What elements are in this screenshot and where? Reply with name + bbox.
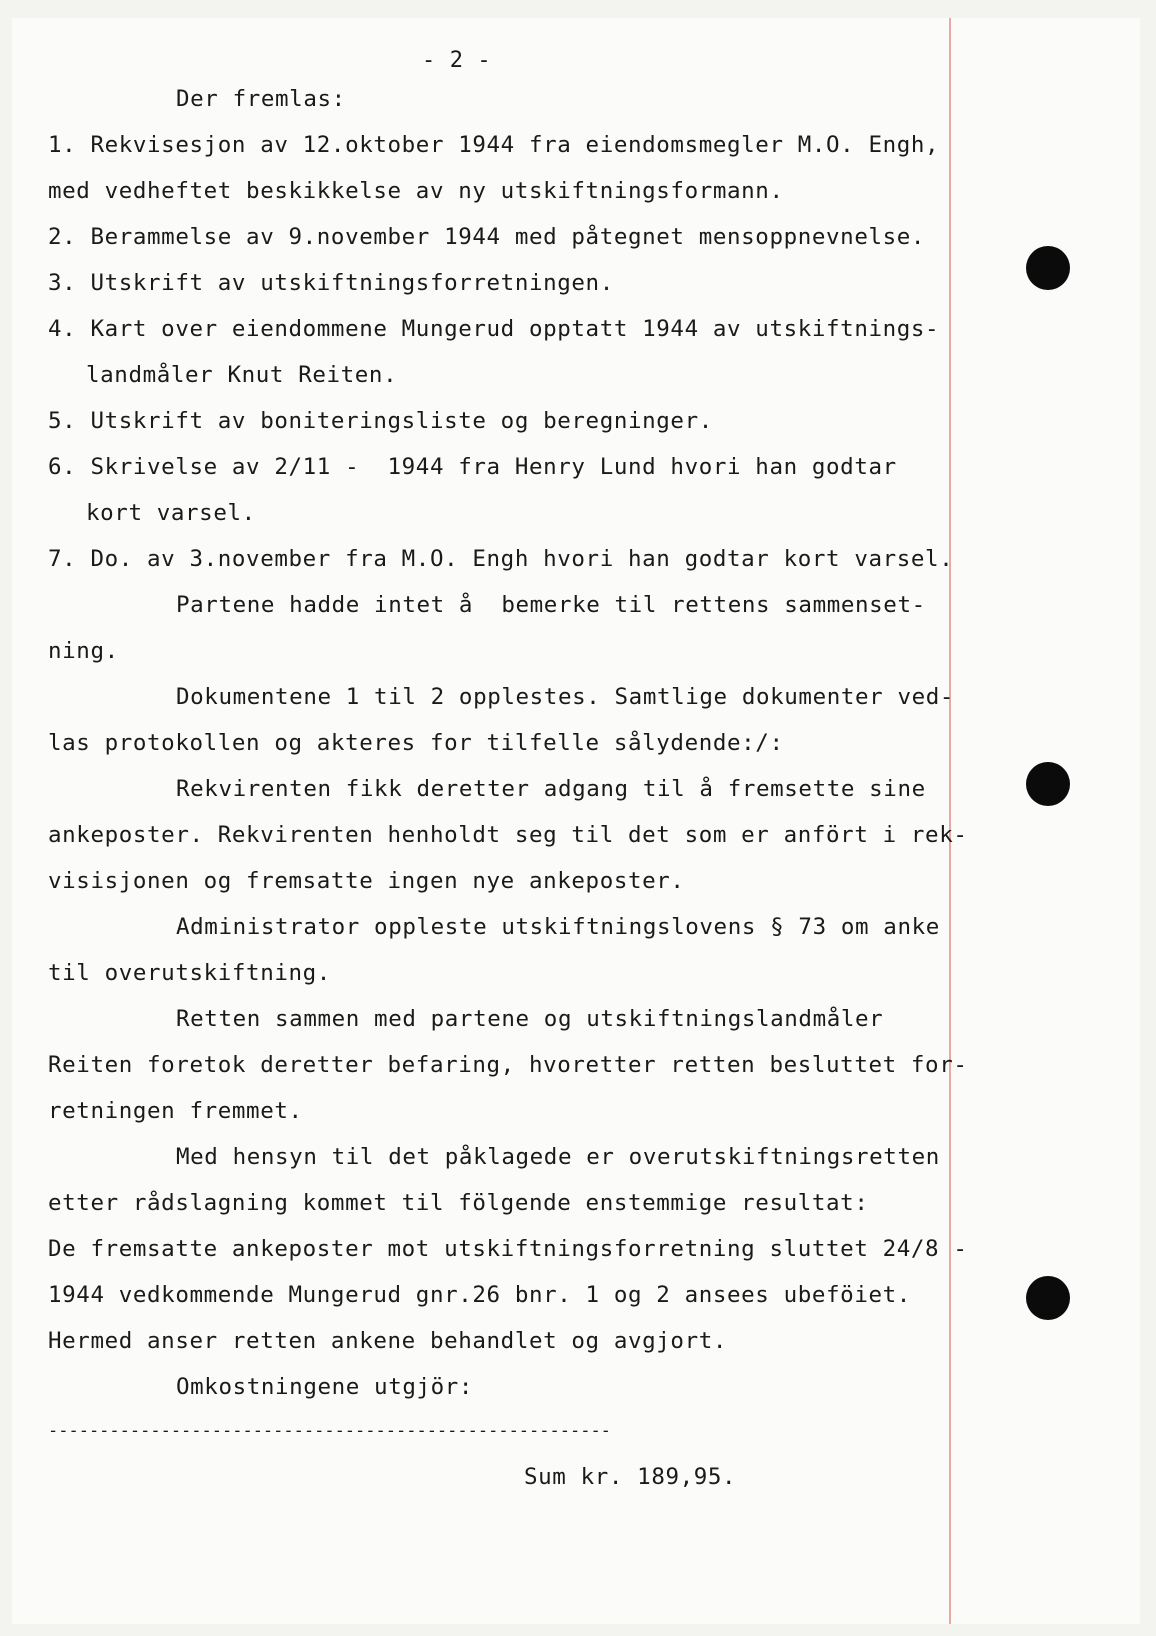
dash-rule: ------------------------------------------------------- — [48, 1421, 611, 1441]
text-line: etter rådslagning kommet til fölgende enstemmige resultat: — [48, 1190, 869, 1216]
text-line: kort varsel. — [86, 500, 256, 526]
text-line: ankeposter. Rekvirenten henholdt seg til det som er anfört i rek- — [48, 822, 968, 848]
text-line: med vedheftet beskikkelse av ny utskiftningsformann. — [48, 178, 784, 204]
text-line: Partene hadde intet å bemerke til rettens sammenset- — [176, 592, 926, 618]
text-line: Retten sammen med partene og utskiftningslandmåler — [176, 1006, 884, 1032]
text-line: Rekvirenten fikk deretter adgang til å fremsette sine — [176, 776, 926, 802]
text-line: las protokollen og akteres for tilfelle sålydende:/: — [48, 730, 784, 756]
text-line: landmåler Knut Reiten. — [86, 362, 398, 388]
punch-hole-middle — [1026, 762, 1070, 806]
text-line: Reiten foretok deretter befaring, hvoretter retten besluttet for- — [48, 1052, 968, 1078]
text-line: De fremsatte ankeposter mot utskiftningsforretning sluttet 24/8 - — [48, 1236, 968, 1262]
page-number: - 2 - — [422, 48, 492, 73]
text-line: 1944 vedkommende Mungerud gnr.26 bnr. 1 og 2 ansees ubeföiet. — [48, 1282, 911, 1308]
sum-total: Sum kr. 189,95. — [524, 1464, 737, 1490]
text-line: visisjonen og fremsatte ingen nye ankeposter. — [48, 868, 685, 894]
text-line: retningen fremmet. — [48, 1098, 303, 1124]
text-line: Dokumentene 1 til 2 opplestes. Samtlige dokumenter ved- — [176, 684, 955, 710]
text-line: 3. Utskrift av utskiftningsforretningen. — [48, 270, 614, 296]
text-line: til overutskiftning. — [48, 960, 331, 986]
text-line: 1. Rekvisesjon av 12.oktober 1944 fra eiendomsmegler M.O. Engh, — [48, 132, 940, 158]
text-line: 4. Kart over eiendommene Mungerud opptatt 1944 av utskiftnings- — [48, 316, 940, 342]
text-line: 6. Skrivelse av 2/11 - 1944 fra Henry Lund hvori han godtar — [48, 454, 897, 480]
punch-hole-bottom — [1026, 1276, 1070, 1320]
text-line: Administrator oppleste utskiftningslovens § 73 om anke — [176, 914, 940, 940]
text-line: 2. Berammelse av 9.november 1944 med påtegnet mensoppnevnelse. — [48, 224, 926, 250]
document-page — [12, 18, 1140, 1624]
text-line: Omkostningene utgjör: — [176, 1374, 474, 1400]
punch-hole-top — [1026, 246, 1070, 290]
text-line: ning. — [48, 638, 119, 664]
text-line: Med hensyn til det påklagede er overutskiftningsretten — [176, 1144, 940, 1170]
text-line: 7. Do. av 3.november fra M.O. Engh hvori han godtar kort varsel. — [48, 546, 954, 572]
text-line: Hermed anser retten ankene behandlet og avgjort. — [48, 1328, 728, 1354]
text-line: Der fremlas: — [176, 86, 346, 112]
text-line: 5. Utskrift av boniteringsliste og beregninger. — [48, 408, 713, 434]
